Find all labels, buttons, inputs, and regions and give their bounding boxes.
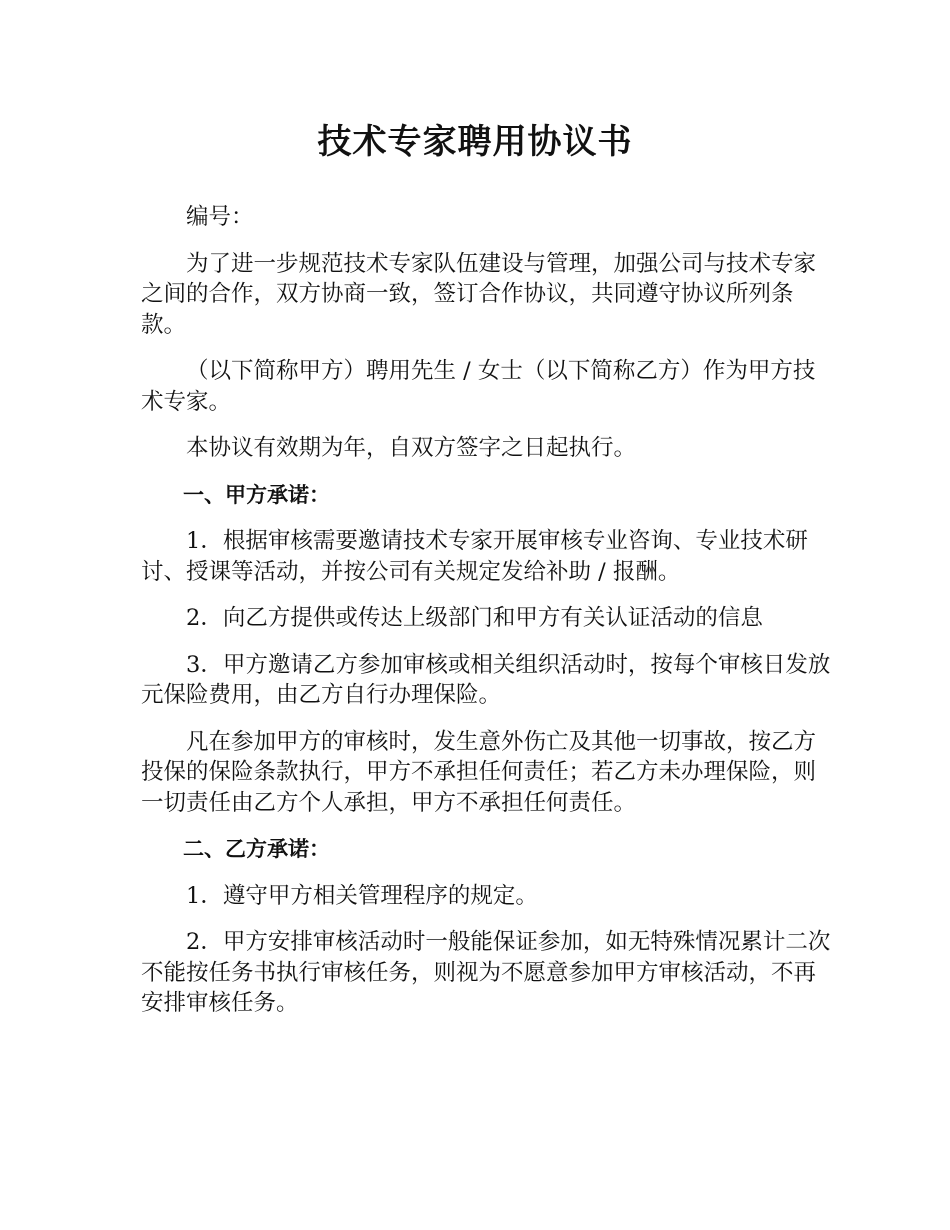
party-a-clause-3: 3．甲方邀请乙方参加审核或相关组织活动时，按每个审核日发放元保险费用，由乙方自行办理保险。	[141, 651, 831, 708]
party-b-clause-2: 2．甲方安排审核活动时一般能保证参加，如无特殊情况累计二次不能按任务书执行审核任务，则视为不愿意参加甲方审核活动，不再安排审核任务。	[141, 929, 831, 1016]
serial-number-label: 编号：	[186, 204, 254, 230]
preamble-paragraph: 为了进一步规范技术专家队伍建设与管理，加强公司与技术专家之间的合作，双方协商一致，签订合作协议，共同遵守协议所列条款。	[141, 250, 817, 338]
liability-paragraph: 凡在参加甲方的审核时，发生意外伤亡及其他一切事故，按乙方投保的保险条款执行，甲方不承担任何责任；若乙方未办理保险，则一切责任由乙方个人承担，甲方不承担任何责任。	[141, 728, 817, 816]
section-heading-party-a: 一、甲方承诺：	[183, 482, 330, 507]
party-a-clause-2: 2．向乙方提供或传达上级部门和甲方有关认证活动的信息	[186, 605, 763, 631]
validity-paragraph: 本协议有效期为年，自双方签字之日起执行。	[186, 435, 637, 461]
document-body	[141, 202, 831, 1035]
parties-paragraph: （以下简称甲方）聘用先生 / 女士（以下简称乙方）作为甲方技术专家。	[141, 358, 816, 415]
section-heading-party-b: 二、乙方承诺：	[183, 837, 330, 861]
party-b-clause-1: 1．遵守甲方相关管理程序的规定。	[186, 882, 538, 909]
document-title: 技术专家聘用协议书	[317, 122, 633, 162]
party-a-clause-1: 1．根据审核需要邀请技术专家开展审核专业咨询、专业技术研讨、授课等活动，并按公司有关规定发给补助 / 报酬。	[141, 528, 808, 585]
